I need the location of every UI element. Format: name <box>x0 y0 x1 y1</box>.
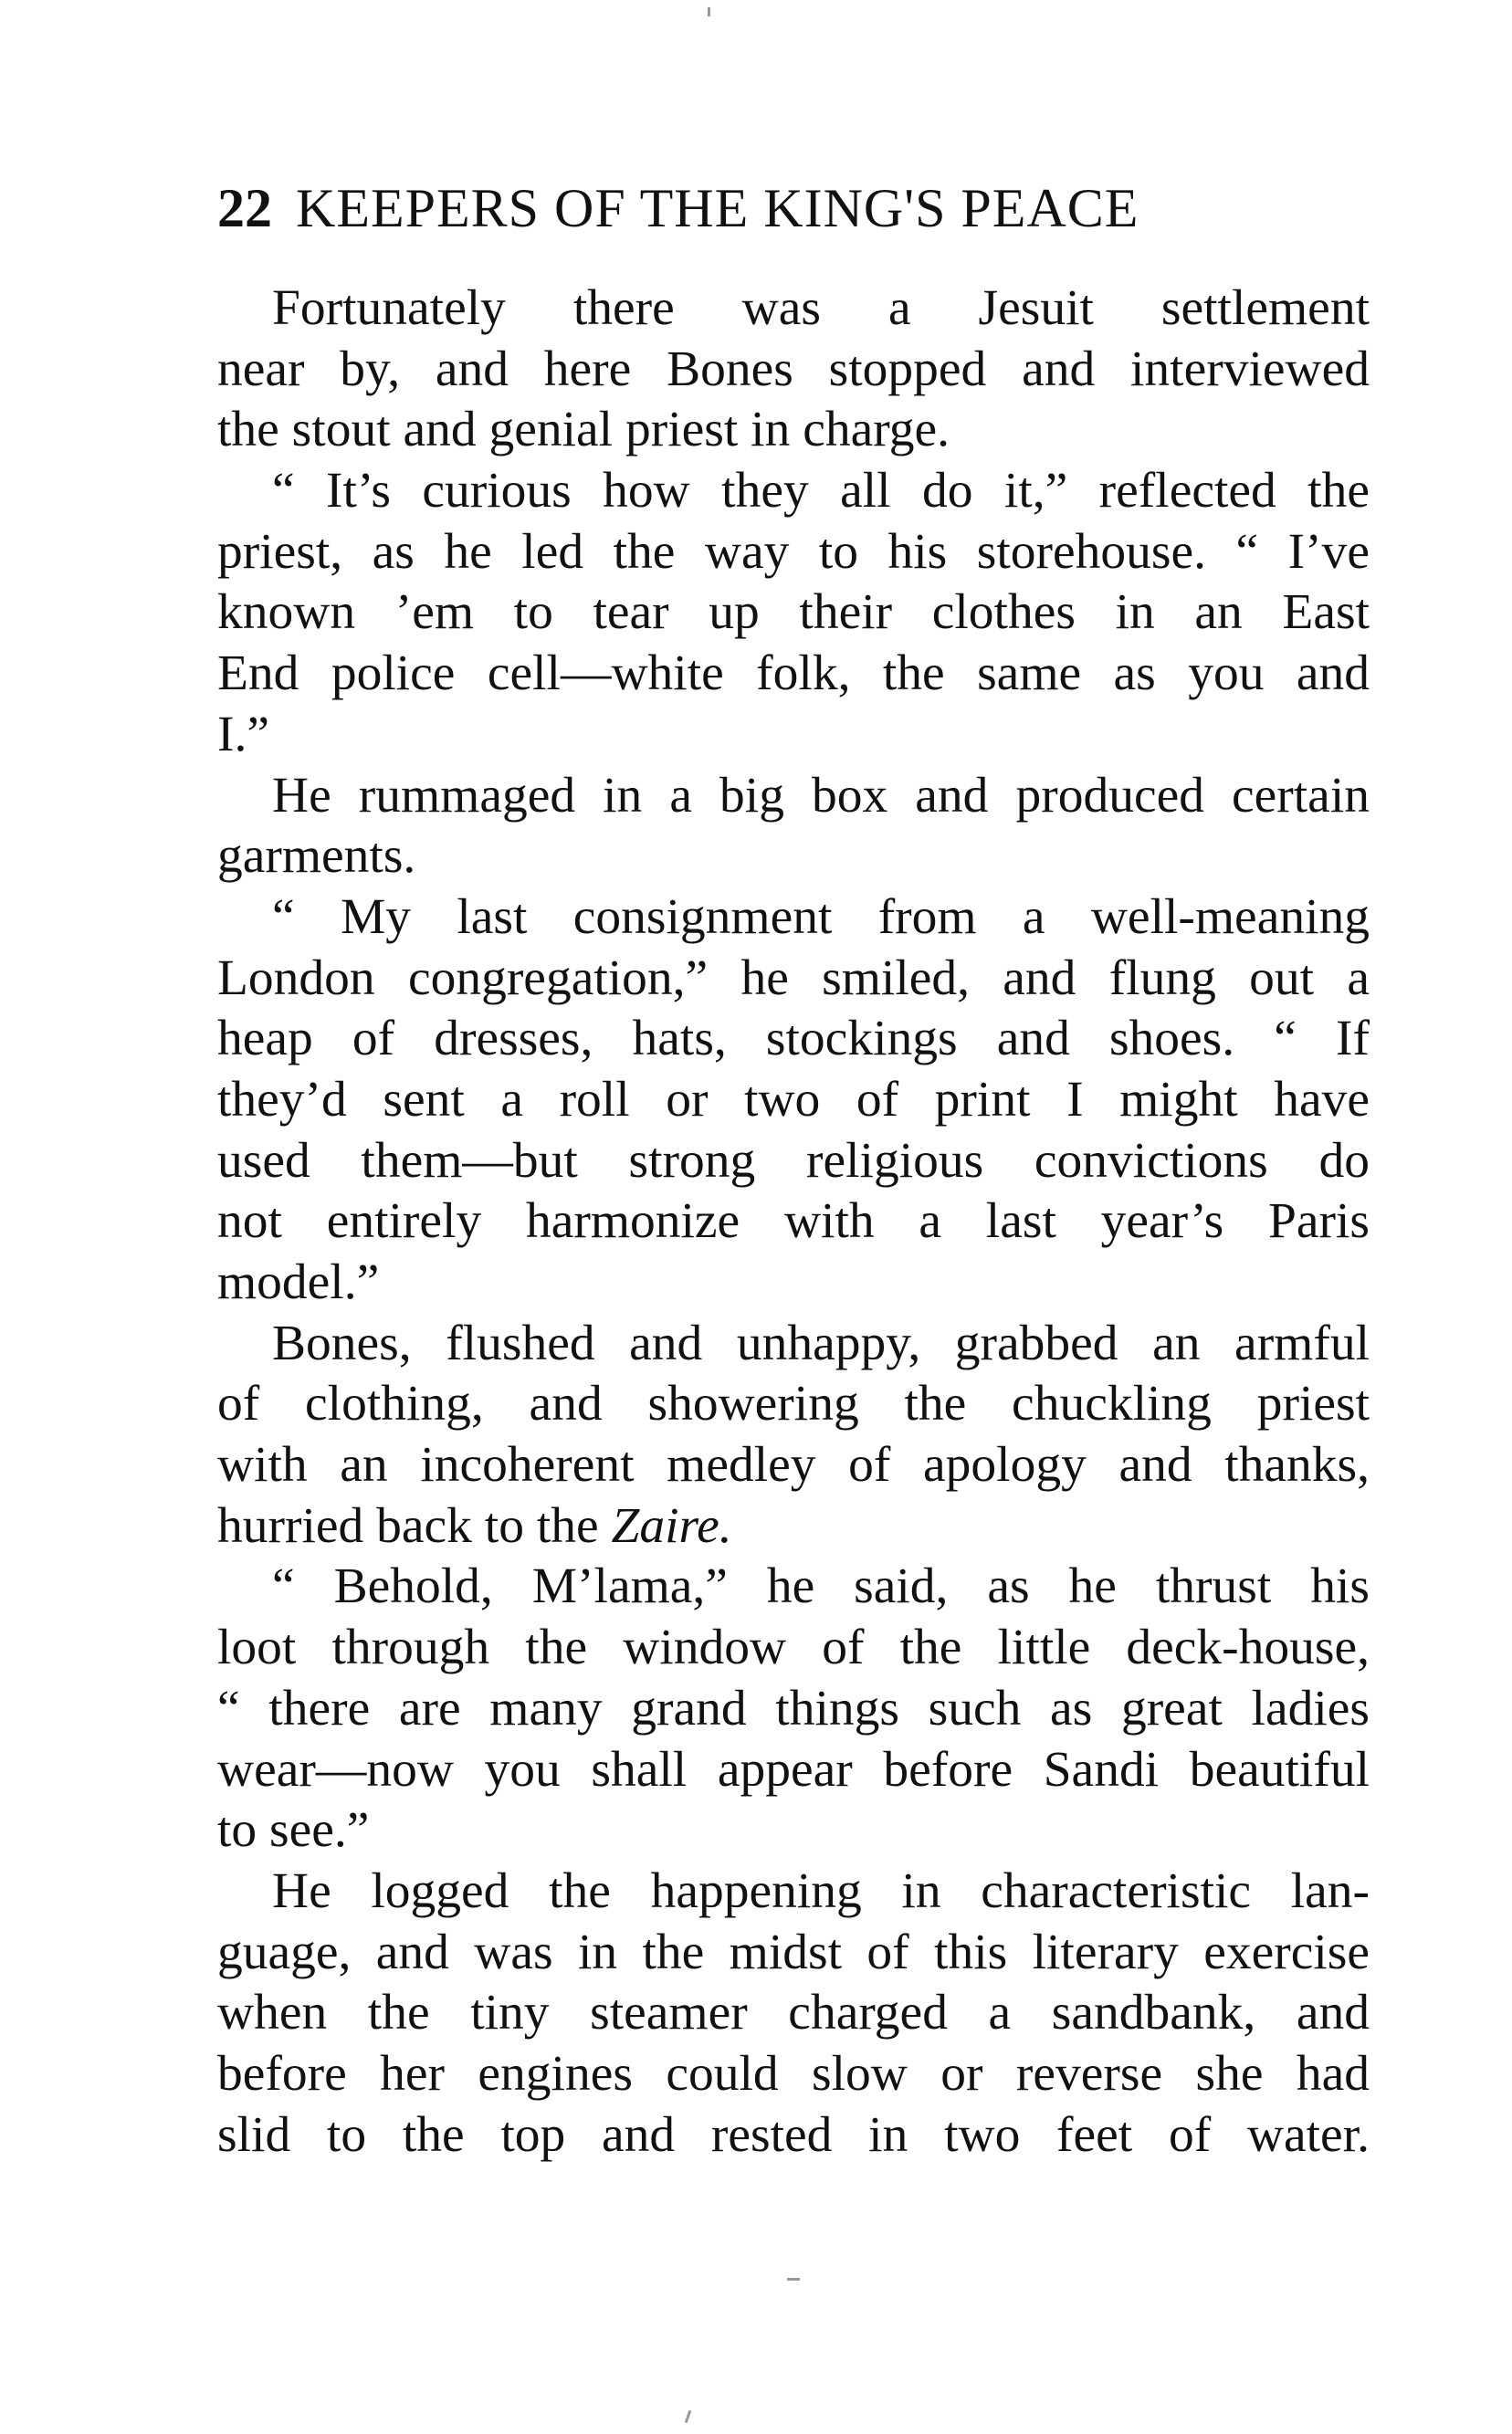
running-head: KEEPERS OF THE KING'S PEACE <box>296 178 1139 238</box>
text-line: hurried back to the <box>217 1497 599 1554</box>
scan-mark <box>787 2278 800 2281</box>
text-line: He logged the happening in characteristic lan- <box>272 1862 1370 1919</box>
text-line: when the tiny steamer charged a sandbank, and <box>217 1985 1370 2041</box>
text-line: before her engines could slow or reverse she had <box>217 2045 1370 2102</box>
page-number: 22 <box>217 178 272 238</box>
text-line-with-italic <box>217 1496 1370 1558</box>
text-line: near by, and here Bones stopped and interviewed <box>217 341 1370 397</box>
scan-mark <box>685 2410 692 2423</box>
scan-mark <box>708 7 710 16</box>
text-line: End police cell—white folk, the same as you and <box>217 645 1370 702</box>
text-line: “ It’s curious how they all do it,” reflected the <box>272 463 1370 519</box>
text-line: heap of dresses, hats, stockings and shoes. “ If <box>217 1011 1370 1067</box>
text-line: “ there are many grand things such as great ladies <box>217 1680 1370 1736</box>
text-line: “ Behold, M’lama,” he said, as he thrust his <box>272 1558 1370 1615</box>
text-line: not entirely harmonize with a last year’s Paris <box>217 1193 1370 1250</box>
text-line: to see.” <box>217 1802 370 1859</box>
text-line: model.” <box>217 1254 380 1310</box>
text-line: slid to the top and rested in two feet of water. <box>217 2106 1370 2163</box>
text-line: used them—but strong religious convictions do <box>217 1132 1370 1189</box>
text-line: with an incoherent medley of apology and thanks, <box>217 1437 1370 1494</box>
text-line: garments. <box>217 828 416 885</box>
text-line: loot through the window of the little deck-house, <box>217 1620 1370 1676</box>
text-line: “ My last consignment from a well-meaning <box>272 888 1370 945</box>
text-line: guage, and was in the midst of this literary exercise <box>217 1924 1370 1980</box>
body-text <box>217 278 1370 2166</box>
page-header <box>217 172 1368 245</box>
text-line: I.” <box>217 706 269 762</box>
text-line: Fortunately there was a Jesuit settlement <box>272 280 1370 336</box>
text-line: He rummaged in a big box and produced certain <box>272 767 1370 824</box>
text-line: the stout and genial priest in charge. <box>217 402 950 458</box>
text-line: wear—now you shall appear before Sandi beautiful <box>217 1741 1370 1798</box>
text-line: known ’em to tear up their clothes in an East <box>217 584 1370 641</box>
text-line: they’d sent a roll or two of print I might have <box>217 1071 1370 1128</box>
ship-name: Zaire. <box>611 1497 732 1554</box>
text-line: of clothing, and showering the chuckling priest <box>217 1376 1370 1432</box>
text-line: priest, as he led the way to his storehouse. “ I’ve <box>217 523 1370 580</box>
text-line: London congregation,” he smiled, and flung out a <box>217 949 1370 1006</box>
text-line: Bones, flushed and unhappy, grabbed an armful <box>272 1315 1370 1371</box>
